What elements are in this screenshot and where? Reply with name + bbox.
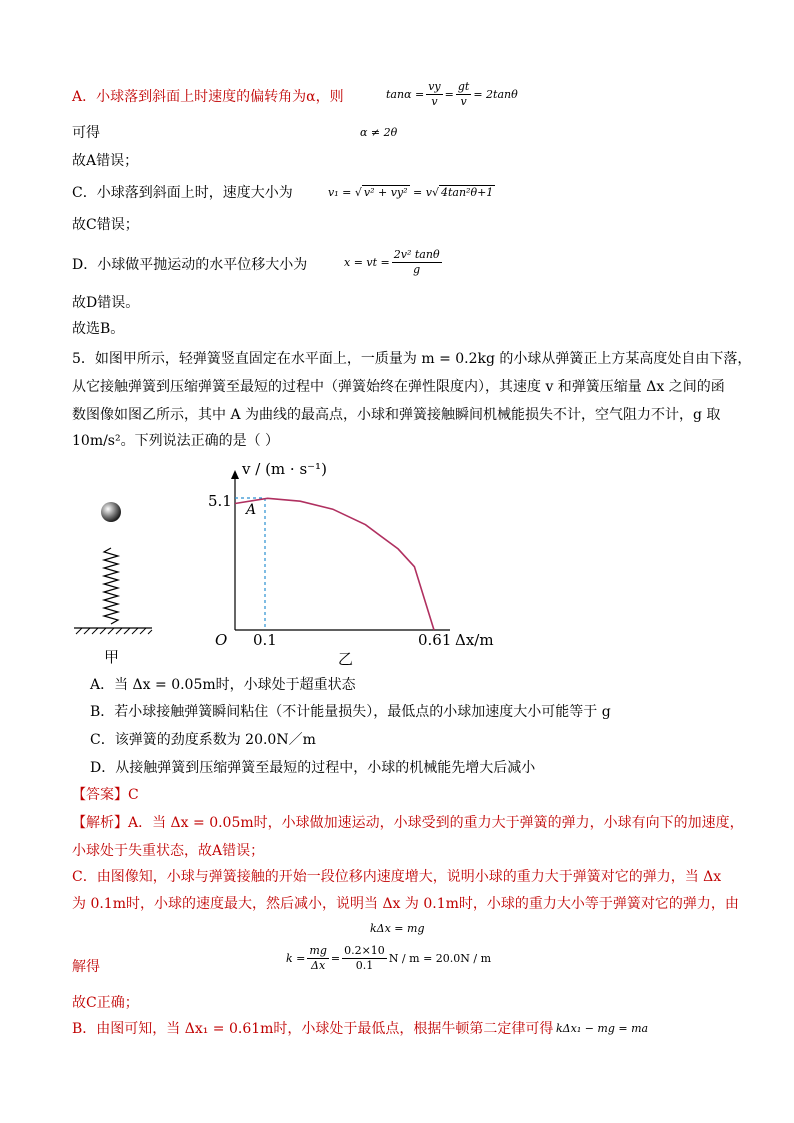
- question-5-line-3: 数图像如图乙所示，其中 A 为曲线的最高点，小球和弹簧接触瞬间机械能损失不计，空气阻力不计，g 取: [72, 407, 721, 423]
- analysis-c-line-2: 为 0.1m时，小球的速度最大，然后减小，说明当 Δx 为 0.1m时，小球的重力大小等于弹簧对它的弹力，由: [72, 896, 739, 912]
- analysis-a-line-2: 小球处于失重状态，故A错误；: [72, 843, 265, 859]
- eq-mid: = v: [413, 186, 432, 199]
- option-b: B．若小球接触弹簧瞬间粘住（不计能量损失），最低点的小球加速度大小可能等于 g: [90, 704, 611, 720]
- fraction-numerator: 2v² tanθ: [393, 248, 440, 261]
- displacement-equation: [344, 248, 444, 277]
- y-axis-label: v / (m · s⁻¹): [242, 460, 327, 478]
- conclusion-d-wrong: 故D错误。: [72, 295, 140, 311]
- fraction-displacement: [392, 248, 442, 277]
- fraction-gt-v: [456, 80, 471, 109]
- question-5-line-4: 10m/s²。下列说法正确的是（ ）: [72, 433, 280, 449]
- option-c-explanation: C．小球落到斜面上时，速度大小为: [72, 185, 293, 201]
- figure-spring-and-graph: [60, 448, 520, 670]
- fraction-denominator: v: [460, 95, 467, 108]
- eq-rhs: = 2tanθ: [473, 87, 518, 101]
- hooke-equation: kΔx = mg: [370, 922, 425, 935]
- x-tick-label-0.61: 0.61: [418, 631, 452, 649]
- fraction-denominator: v: [431, 95, 438, 108]
- analysis-c-line-1: C．由图像知，小球与弹簧接触的开始一段位移内速度增大，说明小球的重力大于弹簧对它的弹力，当 Δx: [72, 869, 722, 885]
- newton-equation: kΔx₁ − mg = ma: [556, 1022, 649, 1035]
- sqrt-term-2: 4tan²θ+1: [441, 186, 494, 199]
- question-5-line-2: 从它接触弹簧到压缩弹簧至最短的过程中（弹簧始终在弹性限度内），其速度 v 和弹簧压缩量 Δx 之间的函: [72, 379, 725, 395]
- sqrt-term-1: v² + vy²: [363, 186, 408, 199]
- conclusion-c-correct: 故C正确；: [72, 995, 139, 1011]
- analysis-label: 【解析】: [72, 815, 128, 831]
- eq-lhs: x = vt =: [344, 255, 390, 269]
- y-axis-arrow: [231, 470, 239, 479]
- tan-alpha-equation: [386, 80, 518, 109]
- fraction-numerator: vy: [428, 80, 441, 93]
- fraction-numerator: gt: [457, 80, 470, 93]
- fraction-mg-dx: [307, 944, 328, 973]
- option-d: D．从接触弹簧到压缩弹簧至最短的过程中，小球的机械能先增大后减小: [90, 760, 536, 776]
- eq-lhs: v₁ =: [328, 186, 352, 199]
- stiffness-equation: [286, 944, 491, 973]
- point-a-label: A: [246, 502, 257, 518]
- fraction-denominator: Δx: [311, 959, 326, 972]
- label-jia: 甲: [104, 648, 120, 666]
- spring: [104, 548, 118, 624]
- analysis-a-line-1: [72, 814, 744, 832]
- jiede-label: 解得: [72, 959, 100, 975]
- equals-sign: =: [444, 87, 454, 101]
- final-choice-b: 故选B。: [72, 321, 125, 337]
- conclusion-a-wrong: 故A错误；: [72, 153, 139, 169]
- kede-label: 可得: [72, 125, 100, 141]
- option-a-explanation: A．小球落到斜面上时速度的偏转角为α，则: [72, 89, 344, 105]
- analysis-b-line-1: B．由图可知，当 Δx₁ = 0.61m时，小球处于最低点，根据牛顿第二定律可得: [72, 1021, 554, 1037]
- fraction-denominator: 0.1: [355, 959, 374, 972]
- answer: 【答案】C: [72, 787, 139, 803]
- fraction-numerator: 0.2×10: [344, 944, 385, 957]
- analysis-a-text: A．当 Δx = 0.05m时，小球做加速运动，小球受到的重力大于弹簧的弹力，小球有向下的加速度，: [128, 815, 744, 831]
- eq-lhs: k =: [286, 951, 306, 965]
- alpha-not-equal-equation: α ≠ 2θ: [360, 126, 398, 139]
- ground-hatching: [76, 628, 152, 634]
- question-5-line-1: 5．如图甲所示，轻弹簧竖直固定在水平面上，一质量为 m = 0.2kg 的小球从弹簧正上方某高度处自由下落，: [72, 351, 752, 367]
- fraction-denominator: g: [413, 263, 421, 276]
- equals-sign: =: [330, 951, 341, 965]
- option-d-explanation: D．小球做平抛运动的水平位移大小为: [72, 257, 308, 273]
- fraction-numeric: [342, 944, 387, 973]
- option-c: C．该弹簧的劲度系数为 20.0N／m: [90, 732, 316, 748]
- origin-label: O: [215, 631, 228, 649]
- x-tick-label-0.1: 0.1: [253, 631, 277, 649]
- speed-equation: v₁ = √ v² + vy² = v√ 4tan²θ+1: [328, 186, 494, 199]
- option-a: A．当 Δx = 0.05m时，小球处于超重状态: [90, 677, 356, 693]
- y-tick-label: 5.1: [208, 492, 232, 510]
- x-axis-label: Δx/m: [455, 631, 494, 649]
- ball: [101, 502, 121, 522]
- label-yi: 乙: [338, 650, 354, 668]
- fraction-numerator: mg: [309, 944, 327, 957]
- fraction-vy-v: [426, 80, 442, 109]
- conclusion-c-wrong: 故C错误；: [72, 217, 139, 233]
- eq-lhs: tanα =: [386, 87, 425, 101]
- eq-rhs: N / m = 20.0N / m: [388, 951, 492, 965]
